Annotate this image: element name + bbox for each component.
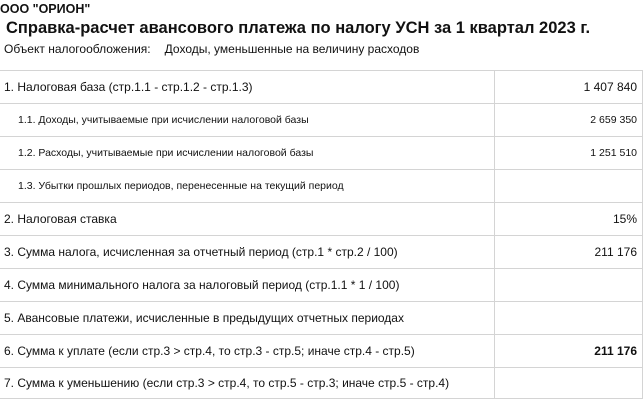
table-row [0, 335, 643, 368]
table-row [0, 368, 643, 399]
row-label[interactable]: 1.3. Убытки прошлых периодов, перенесенные на текущий период [0, 170, 495, 203]
taxation-object [4, 41, 419, 57]
row-value[interactable] [495, 170, 643, 203]
taxation-object-value: Доходы, уменьшенные на величину расходов [164, 42, 420, 56]
row-value[interactable]: 211 176 [495, 236, 643, 269]
row-label[interactable]: 1. Налоговая база (стр.1.1 - стр.1.2 - стр.1.3) [0, 71, 495, 104]
row-label[interactable]: 7. Сумма к уменьшению (если стр.3 > стр.4, то стр.5 - стр.3; иначе стр.5 - стр.4) [0, 368, 495, 399]
row-value[interactable] [495, 368, 643, 399]
table-row [0, 137, 643, 170]
row-label[interactable]: 2. Налоговая ставка [0, 203, 495, 236]
row-value[interactable]: 211 176 [495, 335, 643, 368]
row-label[interactable]: 4. Сумма минимального налога за налоговый период (стр.1.1 * 1 / 100) [0, 269, 495, 302]
table-row [0, 302, 643, 335]
row-value[interactable]: 15% [495, 203, 643, 236]
row-label[interactable]: 6. Сумма к уплате (если стр.3 > стр.4, то стр.3 - стр.5; иначе стр.4 - стр.5) [0, 335, 495, 368]
report-title: Справка-расчет авансового платежа по налогу УСН за 1 квартал 2023 г. [6, 19, 591, 37]
table-row [0, 71, 643, 104]
company-name: ООО "ОРИОН" [0, 2, 91, 16]
table-row [0, 170, 643, 203]
row-label[interactable]: 3. Сумма налога, исчисленная за отчетный период (стр.1 * стр.2 / 100) [0, 236, 495, 269]
row-label[interactable]: 1.1. Доходы, учитываемые при исчислении налоговой базы [0, 104, 495, 137]
table-row [0, 236, 643, 269]
calculation-table [0, 70, 643, 399]
row-value[interactable] [495, 269, 643, 302]
table-row [0, 269, 643, 302]
row-label[interactable]: 1.2. Расходы, учитываемые при исчислении налоговой базы [0, 137, 495, 170]
table-row [0, 203, 643, 236]
row-value[interactable]: 1 407 840 [495, 71, 643, 104]
taxation-object-label: Объект налогообложения: [4, 42, 151, 56]
row-value[interactable]: 1 251 510 [495, 137, 643, 170]
row-value[interactable] [495, 302, 643, 335]
table-row [0, 104, 643, 137]
row-label[interactable]: 5. Авансовые платежи, исчисленные в предыдущих отчетных периодах [0, 302, 495, 335]
row-value[interactable]: 2 659 350 [495, 104, 643, 137]
